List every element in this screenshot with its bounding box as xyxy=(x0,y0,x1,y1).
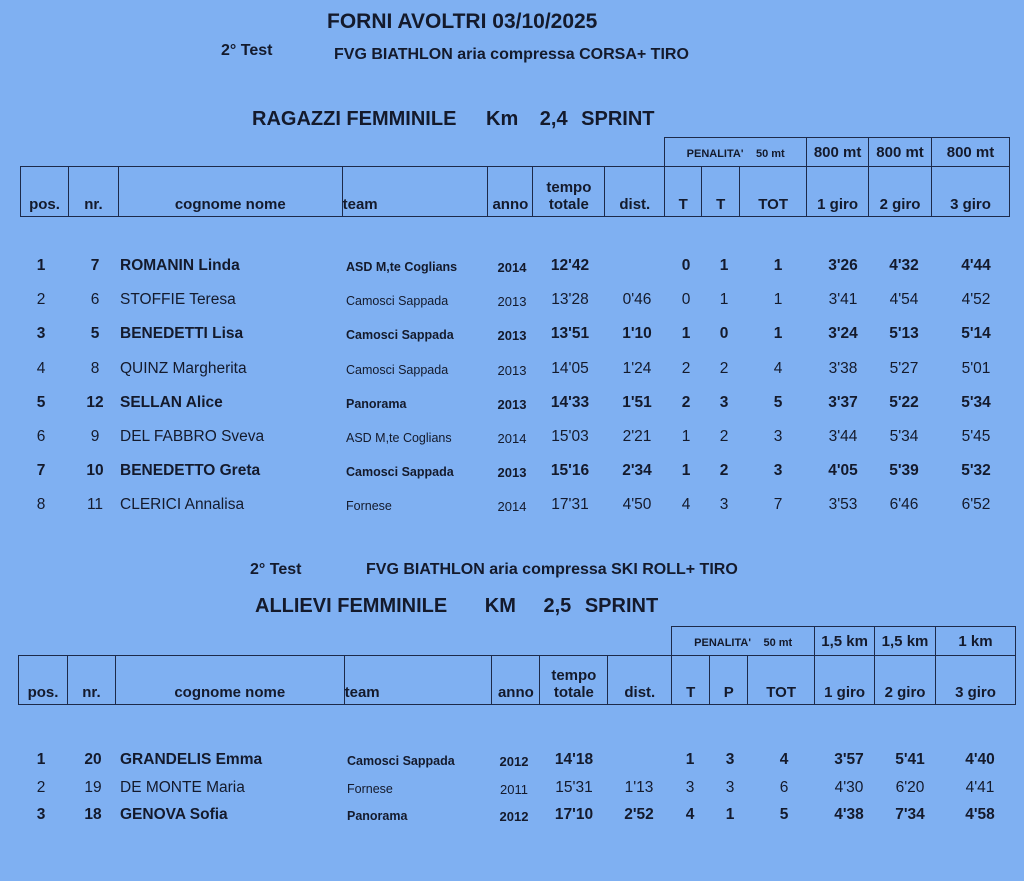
row-name: DEL FABBRO Sveva xyxy=(120,428,265,445)
lap1-distance: 1,5 km xyxy=(815,627,875,656)
row-dist: 1'51 xyxy=(622,393,652,411)
penalty-header: PENALITA' 50 mt xyxy=(672,627,815,656)
category-name: ALLIEVI FEMMINILE xyxy=(255,595,448,617)
row-dist: 2'52 xyxy=(624,806,654,823)
row-lap-2: 5'22 xyxy=(889,393,919,411)
row-anno: 2011 xyxy=(500,781,528,797)
row-penalty-2: 2 xyxy=(719,428,729,445)
col-tot: TOT xyxy=(740,167,807,217)
row-lap-1: 3'38 xyxy=(828,359,858,377)
row-dist: 1'24 xyxy=(622,359,652,377)
penalty-header: PENALITA' 50 mt xyxy=(665,138,807,167)
row-nr: 7 xyxy=(90,257,100,274)
row-lap-1: 3'57 xyxy=(834,751,864,768)
row-penalty-1: 1 xyxy=(681,428,691,445)
row-lap-2: 6'20 xyxy=(895,778,925,796)
row-lap-3: 5'34 xyxy=(961,393,991,411)
table-row xyxy=(0,257,1024,279)
col-t1: T xyxy=(665,167,702,217)
row-penalty-1: 1 xyxy=(681,462,691,480)
row-penalty-1: 0 xyxy=(681,291,691,309)
col-nr: nr. xyxy=(67,656,115,705)
row-nr: 8 xyxy=(90,359,100,377)
table-row xyxy=(0,360,1024,382)
row-anno: 2014 xyxy=(497,499,527,515)
row-name: CLERICI Annalisa xyxy=(120,496,245,514)
row-lap-3: 4'40 xyxy=(965,751,995,768)
row-dist: 2'34 xyxy=(622,462,652,480)
distance-unit: Km xyxy=(486,108,519,130)
row-penalty-total: 4 xyxy=(773,359,783,377)
col-giro2: 2 giro xyxy=(875,656,936,705)
col-t2: T xyxy=(702,167,740,217)
row-lap-1: 4'38 xyxy=(834,806,864,823)
row-anno: 2012 xyxy=(499,754,529,769)
row-dist: 1'10 xyxy=(622,325,652,343)
col-giro3: 3 giro xyxy=(936,656,1016,705)
row-pos: 3 xyxy=(36,325,46,343)
row-pos: 6 xyxy=(36,428,46,445)
row-tempo: 17'31 xyxy=(551,496,589,514)
distance-value: 2,4 xyxy=(539,108,568,130)
col-name: cognome nome xyxy=(118,167,342,217)
row-penalty-2: 3 xyxy=(725,751,735,768)
row-penalty-2: 2 xyxy=(719,359,729,377)
col-giro1: 1 giro xyxy=(807,167,869,217)
row-team: ASD M,te Coglians xyxy=(346,260,458,274)
row-lap-2: 4'32 xyxy=(889,257,919,274)
row-lap-3: 5'32 xyxy=(961,462,991,480)
row-team: ASD M,te Coglians xyxy=(346,431,452,445)
row-team: Camosci Sappada xyxy=(347,754,455,768)
row-penalty-1: 4 xyxy=(681,496,691,514)
row-lap-1: 4'30 xyxy=(834,778,864,796)
row-tempo: 15'03 xyxy=(551,428,589,445)
row-team: Camosci Sappada xyxy=(346,465,454,480)
row-lap-1: 3'53 xyxy=(828,496,858,514)
row-penalty-1: 2 xyxy=(681,393,691,411)
col-giro1: 1 giro xyxy=(815,656,875,705)
row-team: Fornese xyxy=(347,781,393,796)
row-nr: 11 xyxy=(86,496,104,514)
row-nr: 6 xyxy=(90,291,100,309)
row-anno: 2013 xyxy=(497,328,527,344)
row-pos: 2 xyxy=(36,778,46,796)
lap2-distance: 1,5 km xyxy=(875,627,936,656)
row-nr: 19 xyxy=(84,778,102,796)
col-name: cognome nome xyxy=(115,656,344,705)
row-name: ROMANIN Linda xyxy=(120,257,240,274)
race-format: SPRINT xyxy=(581,108,655,130)
lap2-distance: 800 mt xyxy=(869,138,932,167)
col-anno: anno xyxy=(492,656,540,705)
row-lap-1: 3'44 xyxy=(828,428,858,445)
row-penalty-1: 2 xyxy=(681,359,691,377)
row-team: Camosci Sappada xyxy=(346,328,454,343)
col-dist: dist. xyxy=(608,656,672,705)
row-name: BENEDETTI Lisa xyxy=(120,325,244,343)
row-name: DE MONTE Maria xyxy=(120,778,245,796)
row-lap-3: 4'58 xyxy=(965,806,995,823)
row-penalty-2: 1 xyxy=(725,806,735,823)
row-penalty-1: 1 xyxy=(685,751,695,768)
row-penalty-total: 3 xyxy=(773,462,783,480)
row-pos: 1 xyxy=(36,751,46,768)
row-lap-2: 5'13 xyxy=(889,325,919,343)
row-name: STOFFIE Teresa xyxy=(120,291,236,309)
row-penalty-total: 4 xyxy=(779,751,789,768)
row-penalty-total: 3 xyxy=(773,428,783,445)
distance-unit: KM xyxy=(484,595,516,617)
row-penalty-2: 3 xyxy=(719,393,729,411)
row-anno: 2013 xyxy=(497,465,527,481)
row-nr: 18 xyxy=(84,806,102,823)
row-tempo: 17'10 xyxy=(554,806,594,823)
row-team: Camosci Sappada xyxy=(346,294,449,309)
row-lap-3: 4'41 xyxy=(965,778,995,796)
col-t1: T xyxy=(672,656,710,705)
test-label-2: 2° Test xyxy=(250,561,302,578)
row-team: Fornese xyxy=(346,499,392,514)
row-tempo: 12'42 xyxy=(550,257,590,274)
row-pos: 2 xyxy=(36,291,46,309)
row-penalty-total: 7 xyxy=(773,496,783,514)
results-header-1 xyxy=(20,137,1010,217)
row-lap-2: 5'41 xyxy=(895,751,925,768)
race-format: SPRINT xyxy=(584,595,659,617)
table-row xyxy=(0,496,1024,518)
row-lap-3: 6'52 xyxy=(961,496,991,514)
table-row xyxy=(0,779,1024,801)
row-penalty-total: 1 xyxy=(773,325,783,343)
row-tempo: 14'05 xyxy=(551,359,589,377)
row-tempo: 15'16 xyxy=(550,462,590,480)
event-title-1: FVG BIATHLON aria compressa CORSA+ TIRO xyxy=(334,46,689,63)
category-name: RAGAZZI FEMMINILE xyxy=(252,108,457,130)
row-nr: 12 xyxy=(86,393,104,411)
row-penalty-total: 6 xyxy=(779,778,789,796)
col-pos: pos. xyxy=(19,656,68,705)
row-nr: 20 xyxy=(84,751,102,768)
row-anno: 2013 xyxy=(497,362,527,378)
row-lap-3: 4'52 xyxy=(961,291,991,309)
row-penalty-2: 2 xyxy=(719,462,729,480)
row-tempo: 13'28 xyxy=(551,291,589,309)
row-lap-1: 3'41 xyxy=(828,291,858,309)
row-lap-3: 5'01 xyxy=(961,359,991,377)
row-penalty-total: 1 xyxy=(773,257,783,274)
event-title-2: FVG BIATHLON aria compressa SKI ROLL+ TIRO xyxy=(366,561,738,578)
row-pos: 1 xyxy=(36,257,46,274)
row-penalty-1: 1 xyxy=(681,325,691,343)
col-team: team xyxy=(342,167,488,217)
row-lap-1: 3'26 xyxy=(828,257,858,274)
row-pos: 7 xyxy=(36,462,46,480)
category-title-1 xyxy=(252,108,655,131)
row-tempo: 15'31 xyxy=(555,778,593,796)
row-pos: 3 xyxy=(36,806,46,823)
row-name: BENEDETTO Greta xyxy=(120,462,261,480)
row-lap-2: 7'34 xyxy=(895,806,925,823)
row-lap-1: 3'24 xyxy=(828,325,858,343)
table-row xyxy=(0,462,1024,484)
col-nr: nr. xyxy=(68,167,118,217)
row-penalty-total: 5 xyxy=(779,806,789,823)
col-tempo: tempo totale xyxy=(533,167,605,217)
row-tempo: 13'51 xyxy=(550,325,590,343)
test-label-1: 2° Test xyxy=(221,42,273,59)
row-dist: 0'46 xyxy=(622,291,652,309)
row-lap-2: 5'34 xyxy=(889,428,919,445)
row-penalty-1: 4 xyxy=(685,806,695,823)
row-nr: 10 xyxy=(86,462,104,480)
row-pos: 4 xyxy=(36,359,46,377)
row-lap-1: 4'05 xyxy=(828,462,858,480)
row-pos: 5 xyxy=(36,393,46,411)
col-giro3: 3 giro xyxy=(932,167,1010,217)
row-lap-2: 5'39 xyxy=(889,462,919,480)
lap3-distance: 800 mt xyxy=(932,138,1010,167)
row-name: QUINZ Margherita xyxy=(120,359,247,377)
row-pos: 8 xyxy=(36,496,46,514)
table-row xyxy=(0,428,1024,450)
col-p: P xyxy=(710,656,748,705)
row-penalty-2: 1 xyxy=(719,257,729,274)
row-anno: 2013 xyxy=(497,396,527,412)
col-tempo: tempo totale xyxy=(540,656,608,705)
table-row xyxy=(0,325,1024,347)
row-tempo: 14'33 xyxy=(550,393,590,411)
table-row xyxy=(0,394,1024,416)
row-anno: 2012 xyxy=(499,809,529,824)
lap1-distance: 800 mt xyxy=(807,138,869,167)
row-anno: 2014 xyxy=(497,431,527,446)
row-lap-2: 5'27 xyxy=(889,359,919,377)
row-dist: 2'21 xyxy=(622,428,652,445)
table-row xyxy=(0,751,1024,773)
row-dist: 1'13 xyxy=(624,778,654,796)
row-lap-2: 6'46 xyxy=(889,496,919,514)
row-penalty-total: 5 xyxy=(773,393,783,411)
row-lap-3: 5'45 xyxy=(961,428,991,445)
table-row xyxy=(0,806,1024,828)
row-penalty-2: 3 xyxy=(719,496,729,514)
col-tot: TOT xyxy=(748,656,815,705)
row-nr: 9 xyxy=(90,428,100,445)
row-penalty-2: 1 xyxy=(719,291,729,309)
col-pos: pos. xyxy=(21,167,69,217)
results-header-2 xyxy=(18,626,1016,705)
row-anno: 2013 xyxy=(497,294,527,310)
row-nr: 5 xyxy=(90,325,100,343)
row-name: GENOVA Sofia xyxy=(120,806,228,823)
row-team: Panorama xyxy=(346,396,407,411)
row-penalty-2: 3 xyxy=(725,778,735,796)
row-dist: 4'50 xyxy=(622,496,652,514)
row-team: Panorama xyxy=(347,809,408,823)
col-team: team xyxy=(344,656,492,705)
row-name: GRANDELIS Emma xyxy=(120,751,263,768)
col-anno: anno xyxy=(488,167,533,217)
row-tempo: 14'18 xyxy=(554,751,594,768)
distance-value: 2,5 xyxy=(543,595,572,617)
category-title-2 xyxy=(255,595,658,618)
row-lap-3: 5'14 xyxy=(961,325,991,343)
row-team: Camosci Sappada xyxy=(346,362,449,377)
row-penalty-1: 0 xyxy=(681,257,691,274)
row-penalty-2: 0 xyxy=(719,325,729,343)
row-penalty-total: 1 xyxy=(773,291,783,309)
col-dist: dist. xyxy=(605,167,665,217)
row-lap-2: 4'54 xyxy=(889,291,919,309)
page-title: FORNI AVOLTRI 03/10/2025 xyxy=(327,10,598,33)
table-row xyxy=(0,291,1024,313)
col-giro2: 2 giro xyxy=(869,167,932,217)
row-anno: 2014 xyxy=(497,260,527,275)
lap3-distance: 1 km xyxy=(936,627,1016,656)
row-penalty-1: 3 xyxy=(685,778,695,796)
row-lap-1: 3'37 xyxy=(828,393,858,411)
row-lap-3: 4'44 xyxy=(961,257,991,274)
row-name: SELLAN Alice xyxy=(120,393,223,411)
